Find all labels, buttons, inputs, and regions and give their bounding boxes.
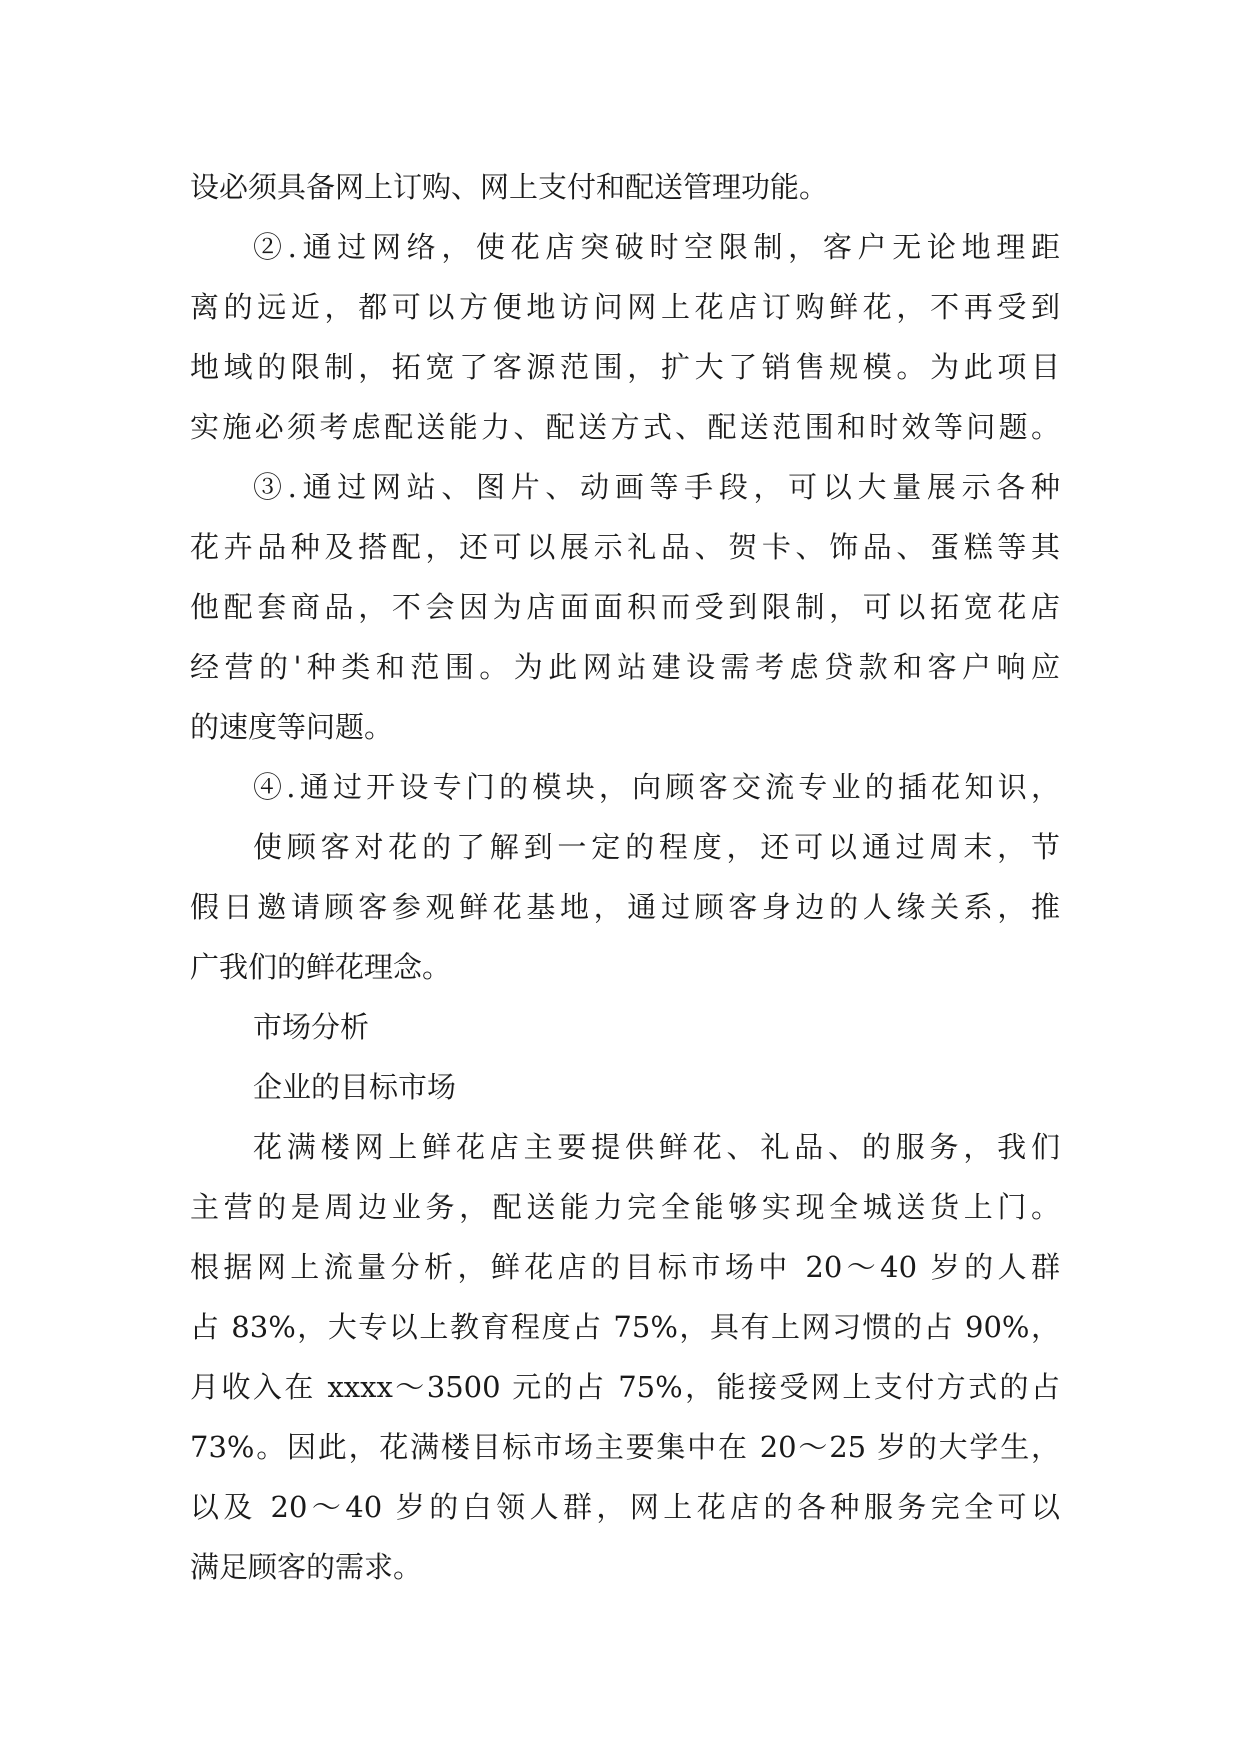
text-line: 离的远近，都可以方便地访问网上花店订购鲜花，不再受到 xyxy=(190,290,1060,324)
text-line: ③.通过网站、图片、动画等手段，可以大量展示各种 xyxy=(253,470,1060,504)
section-heading: 市场分析 xyxy=(253,1010,370,1044)
subsection-heading: 企业的目标市场 xyxy=(253,1070,457,1104)
text-line: 73%。因此，花满楼目标市场主要集中在 20～25 岁的大学生， xyxy=(190,1430,1060,1464)
text-line: 占 83%，大专以上教育程度占 75%，具有上网习惯的占 90%， xyxy=(190,1310,1060,1344)
text-line: 假日邀请顾客参观鲜花基地，通过顾客身边的人缘关系，推 xyxy=(190,890,1060,924)
text-line: 花卉品种及搭配，还可以展示礼品、贺卡、饰品、蛋糕等其 xyxy=(190,530,1060,564)
text-line: ④.通过开设专门的模块，向顾客交流专业的插花知识， xyxy=(253,770,1060,804)
text-line: 使顾客对花的了解到一定的程度，还可以通过周末，节 xyxy=(253,830,1060,864)
text-line: 花满楼网上鲜花店主要提供鲜花、礼品、的服务，我们 xyxy=(253,1130,1060,1164)
text-line: 根据网上流量分析，鲜花店的目标市场中 20～40 岁的人群 xyxy=(190,1250,1060,1284)
text-line: 经营的'种类和范围。为此网站建设需考虑贷款和客户响应 xyxy=(190,650,1060,684)
text-line: 的速度等问题。 xyxy=(190,710,394,744)
text-line: ②.通过网络，使花店突破时空限制，客户无论地理距 xyxy=(253,230,1060,264)
text-line: 地域的限制，拓宽了客源范围，扩大了销售规模。为此项目 xyxy=(190,350,1060,384)
text-line: 主营的是周边业务，配送能力完全能够实现全城送货上门。 xyxy=(190,1190,1060,1224)
text-line: 广我们的鲜花理念。 xyxy=(190,950,452,984)
text-line: 满足顾客的需求。 xyxy=(190,1550,423,1584)
text-line: 实施必须考虑配送能力、配送方式、配送范围和时效等问题。 xyxy=(190,410,1060,444)
text-line: 以及 20～40 岁的白领人群，网上花店的各种服务完全可以 xyxy=(190,1490,1060,1524)
text-line: 月收入在 xxxx～3500 元的占 75%，能接受网上支付方式的占 xyxy=(190,1370,1060,1404)
text-line: 他配套商品，不会因为店面面积而受到限制，可以拓宽花店 xyxy=(190,590,1060,624)
text-line: 设必须具备网上订购、网上支付和配送管理功能。 xyxy=(190,170,829,204)
